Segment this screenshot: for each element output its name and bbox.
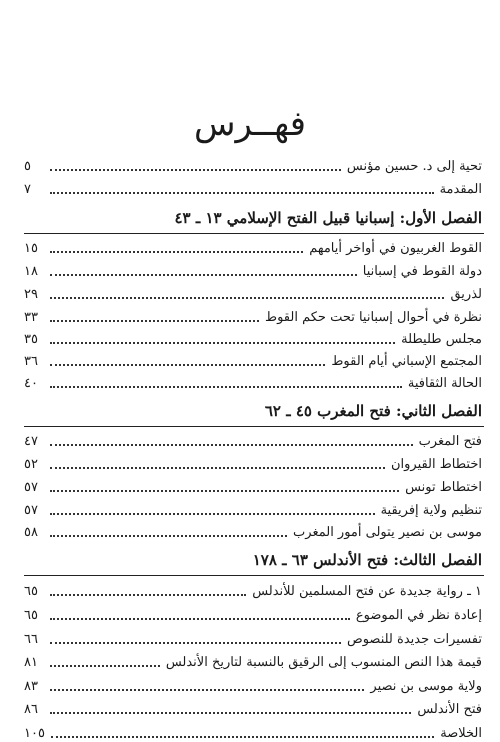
toc-entry[interactable] <box>24 260 482 280</box>
toc-entry[interactable] <box>24 372 482 392</box>
toc-entry[interactable] <box>24 722 482 742</box>
entry-title: ١ ـ رواية جديدة عن فتح المسلمين للأندلس <box>252 584 482 599</box>
page-number: ٥٨ <box>24 525 38 540</box>
page-number: ٢٩ <box>24 287 38 302</box>
toc-entry[interactable] <box>24 178 482 198</box>
page-number: ٦٦ <box>24 632 38 647</box>
page-number: ٤٧ <box>24 434 38 449</box>
chapter-heading: الفصل الثاني: فتح المغرب ٤٥ ـ ٦٢ <box>264 402 482 420</box>
toc-entry[interactable] <box>24 651 482 671</box>
entry-title: تفسيرات جديدة للنصوص <box>346 632 482 647</box>
page-number: ٨٣ <box>24 679 38 694</box>
page-number: ١٥ <box>24 241 38 256</box>
entry-title: المقدمة <box>439 182 482 197</box>
toc-entry[interactable] <box>24 476 482 496</box>
dot-leader <box>50 251 303 253</box>
page-number: ٨٦ <box>24 702 38 717</box>
toc-entry[interactable] <box>24 328 482 348</box>
entry-title: قيمة هذا النص المنسوب إلى الرقيق بالنسبة لتاريخ الأندلس <box>165 655 482 670</box>
dot-leader <box>50 490 399 492</box>
toc-entry[interactable] <box>24 430 482 450</box>
toc-entry[interactable] <box>24 350 482 370</box>
entry-title: نظرة في أحوال إسبانيا تحت حكم القوط <box>265 310 482 325</box>
dot-leader <box>50 364 325 366</box>
dot-leader <box>50 320 259 322</box>
entry-title: مجلس طليطلة <box>401 332 482 347</box>
dot-leader <box>50 665 160 667</box>
page-number: ٥٧ <box>24 480 38 495</box>
page-number: ٥٧ <box>24 503 38 518</box>
entry-title: موسى بن نصير يتولى أمور المغرب <box>293 525 482 540</box>
toc-entry[interactable] <box>24 604 482 624</box>
dot-leader <box>50 642 341 644</box>
page-number: ١٠٥ <box>24 726 45 741</box>
dot-leader <box>50 297 444 299</box>
dot-leader <box>50 342 395 344</box>
entry-title: ولاية موسى بن نصير <box>370 679 482 694</box>
page-number: ٨١ <box>24 655 38 670</box>
dot-leader <box>50 618 350 620</box>
entry-title: اختطاط القيروان <box>390 457 482 472</box>
entry-title: فتح الأندلس <box>417 702 482 717</box>
toc-entry[interactable] <box>24 237 482 257</box>
toc-entry[interactable] <box>24 499 482 519</box>
page-number: ٥ <box>24 159 31 174</box>
toc-entry[interactable] <box>24 453 482 473</box>
entry-title: المجتمع الإسباني أيام القوط <box>331 354 482 369</box>
dot-leader <box>50 274 357 276</box>
chapter-heading: الفصل الثالث: فتح الأندلس ٦٣ ـ ١٧٨ <box>252 551 482 569</box>
dot-leader <box>50 594 246 596</box>
chapter-heading: الفصل الأول: إسبانيا قبيل الفتح الإسلامي ١٣ ـ ٤٣ <box>174 209 482 227</box>
dot-leader <box>50 712 411 714</box>
page-number: ٤٠ <box>24 376 38 391</box>
page-number: ٦٥ <box>24 584 38 599</box>
page-number: ٣٦ <box>24 354 38 369</box>
entry-title: الحالة الثقافية <box>407 376 482 391</box>
dot-leader <box>50 689 364 691</box>
entry-title: دولة القوط في إسبانيا <box>362 264 482 279</box>
page-number: ٥٢ <box>24 457 38 472</box>
page-number: ٣٣ <box>24 310 38 325</box>
entry-title: لذريق <box>450 287 482 302</box>
toc-entry[interactable] <box>24 698 482 718</box>
toc-entry[interactable] <box>24 155 482 175</box>
entry-title: تحية إلى د. حسين مؤنس <box>346 159 482 174</box>
entry-title: اختطاط تونس <box>405 480 482 495</box>
page-title: فهــرس <box>193 104 307 144</box>
entry-title: فتح المغرب <box>418 434 482 449</box>
toc-entry[interactable] <box>24 628 482 648</box>
entry-title: تنظيم ولاية إفريقية <box>380 503 482 518</box>
entry-title: الخلاصة <box>440 726 482 741</box>
toc-entry[interactable] <box>24 675 482 695</box>
page-number: ٧ <box>24 182 31 197</box>
entry-title: إعادة نظر في الموضوع <box>355 608 482 623</box>
dot-leader <box>50 513 375 515</box>
dot-leader <box>51 736 434 738</box>
dot-leader <box>50 192 434 194</box>
page-number: ٦٥ <box>24 608 38 623</box>
page-number: ٣٥ <box>24 332 38 347</box>
entry-title: القوط الغربيون في أواخر أيامهم <box>309 241 482 256</box>
chapter-separator <box>24 575 484 576</box>
dot-leader <box>50 444 413 446</box>
chapter-separator <box>24 426 484 427</box>
dot-leader <box>50 386 402 388</box>
dot-leader <box>50 535 287 537</box>
dot-leader <box>50 169 341 171</box>
page-number: ١٨ <box>24 264 38 279</box>
toc-entry[interactable] <box>24 580 482 600</box>
dot-leader <box>50 467 385 469</box>
toc-entry[interactable] <box>24 521 482 541</box>
toc-entry[interactable] <box>24 306 482 326</box>
toc-entry[interactable] <box>24 283 482 303</box>
chapter-separator <box>24 233 484 234</box>
